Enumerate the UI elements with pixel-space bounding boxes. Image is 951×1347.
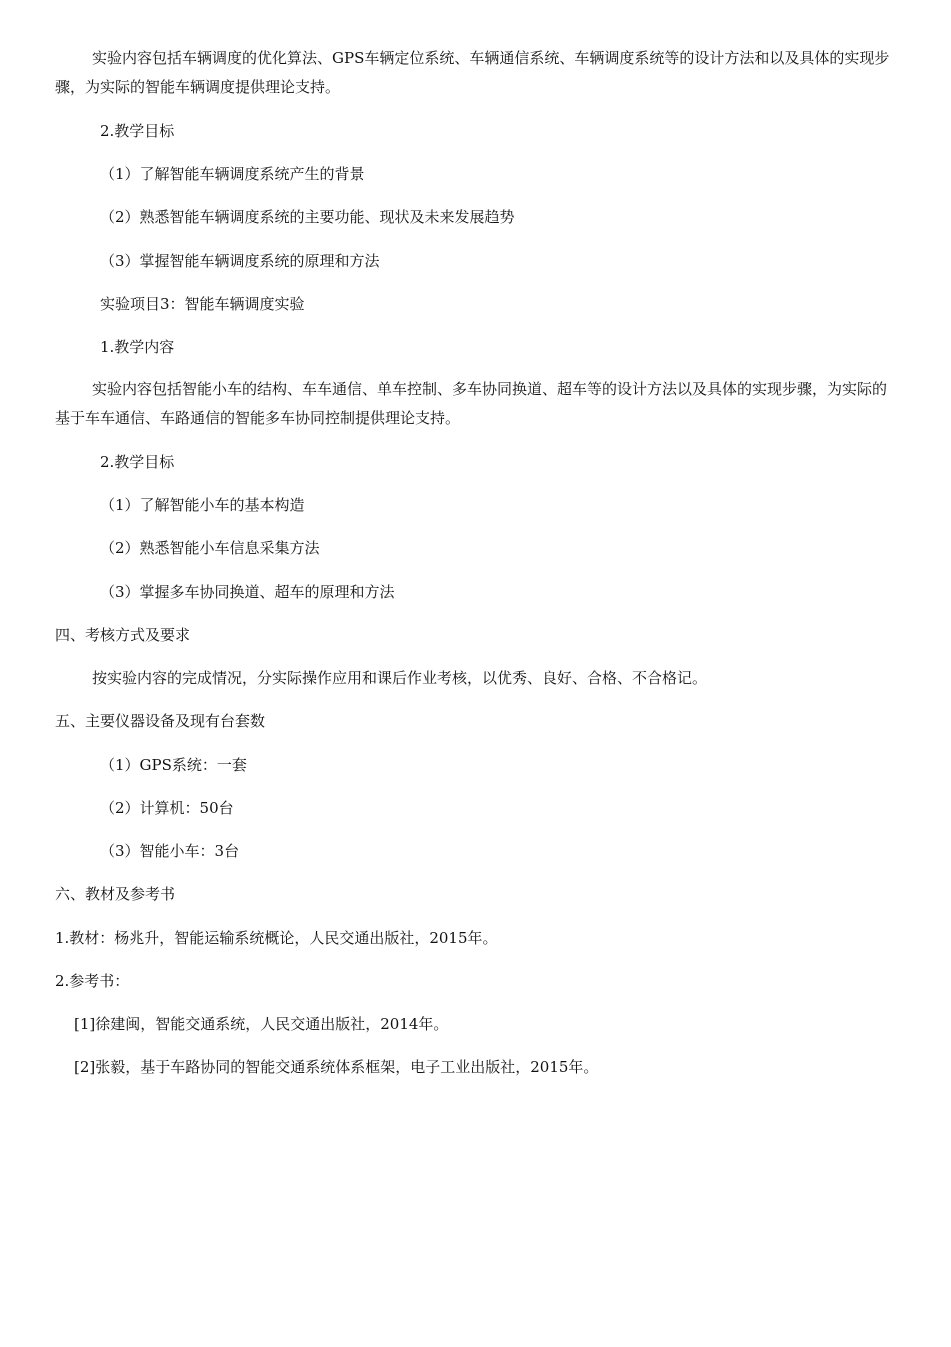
textbook-entry: 1.教材：杨兆升，智能运输系统概论，人民交通出版社，2015年。: [55, 929, 498, 947]
goal-2-1: （1）了解智能小车的基本构造: [100, 496, 305, 514]
goal-1-2: （2）熟悉智能车辆调度系统的主要功能、现状及未来发展趋势: [100, 208, 515, 226]
goal-1-3: （3）掌握智能车辆调度系统的原理和方法: [100, 252, 380, 270]
goal-heading-2: 2.教学目标: [100, 453, 175, 471]
equipment-3: （3）智能小车：3台: [100, 842, 240, 860]
reference-2: [2]张毅，基于车路协同的智能交通系统体系框架，电子工业出版社，2015年。: [74, 1058, 599, 1076]
section-4-title: 四、考核方式及要求: [55, 626, 191, 644]
equipment-2: （2）计算机：50台: [100, 799, 234, 817]
reference-1: [1]徐建闽，智能交通系统，人民交通出版社，2014年。: [74, 1015, 449, 1033]
goal-heading-1: 2.教学目标: [100, 122, 175, 140]
section-4-text: 按实验内容的完成情况，分实际操作应用和课后作业考核，以优秀、良好、合格、不合格记。: [92, 669, 708, 687]
section-5-title: 五、主要仪器设备及现有台套数: [55, 712, 266, 730]
equipment-1: （1）GPS系统：一套: [100, 756, 247, 774]
references-heading: 2.参考书：: [55, 972, 130, 990]
content-paragraph-2: 实验内容包括智能小车的结构、车车通信、单车控制、多车协同换道、超车等的设计方法以及具体的实现步骤，为实际的基于车车通信、车路通信的智能多车协同控制提供理论支持。: [55, 380, 888, 427]
goal-2-2: （2）熟悉智能小车信息采集方法: [100, 539, 320, 557]
intro-content-paragraph: 实验内容包括车辆调度的优化算法、GPS车辆定位系统、车辆通信系统、车辆调度系统等的设计方法和以及具体的实现步骤，为实际的智能车辆调度提供理论支持。: [55, 49, 890, 96]
goal-2-3: （3）掌握多车协同换道、超车的原理和方法: [100, 583, 395, 601]
project-3-title: 实验项目3：智能车辆调度实验: [100, 295, 305, 313]
goal-1-1: （1）了解智能车辆调度系统产生的背景: [100, 165, 365, 183]
section-6-title: 六、教材及参考书: [55, 885, 176, 903]
content-heading: 1.教学内容: [100, 338, 175, 356]
